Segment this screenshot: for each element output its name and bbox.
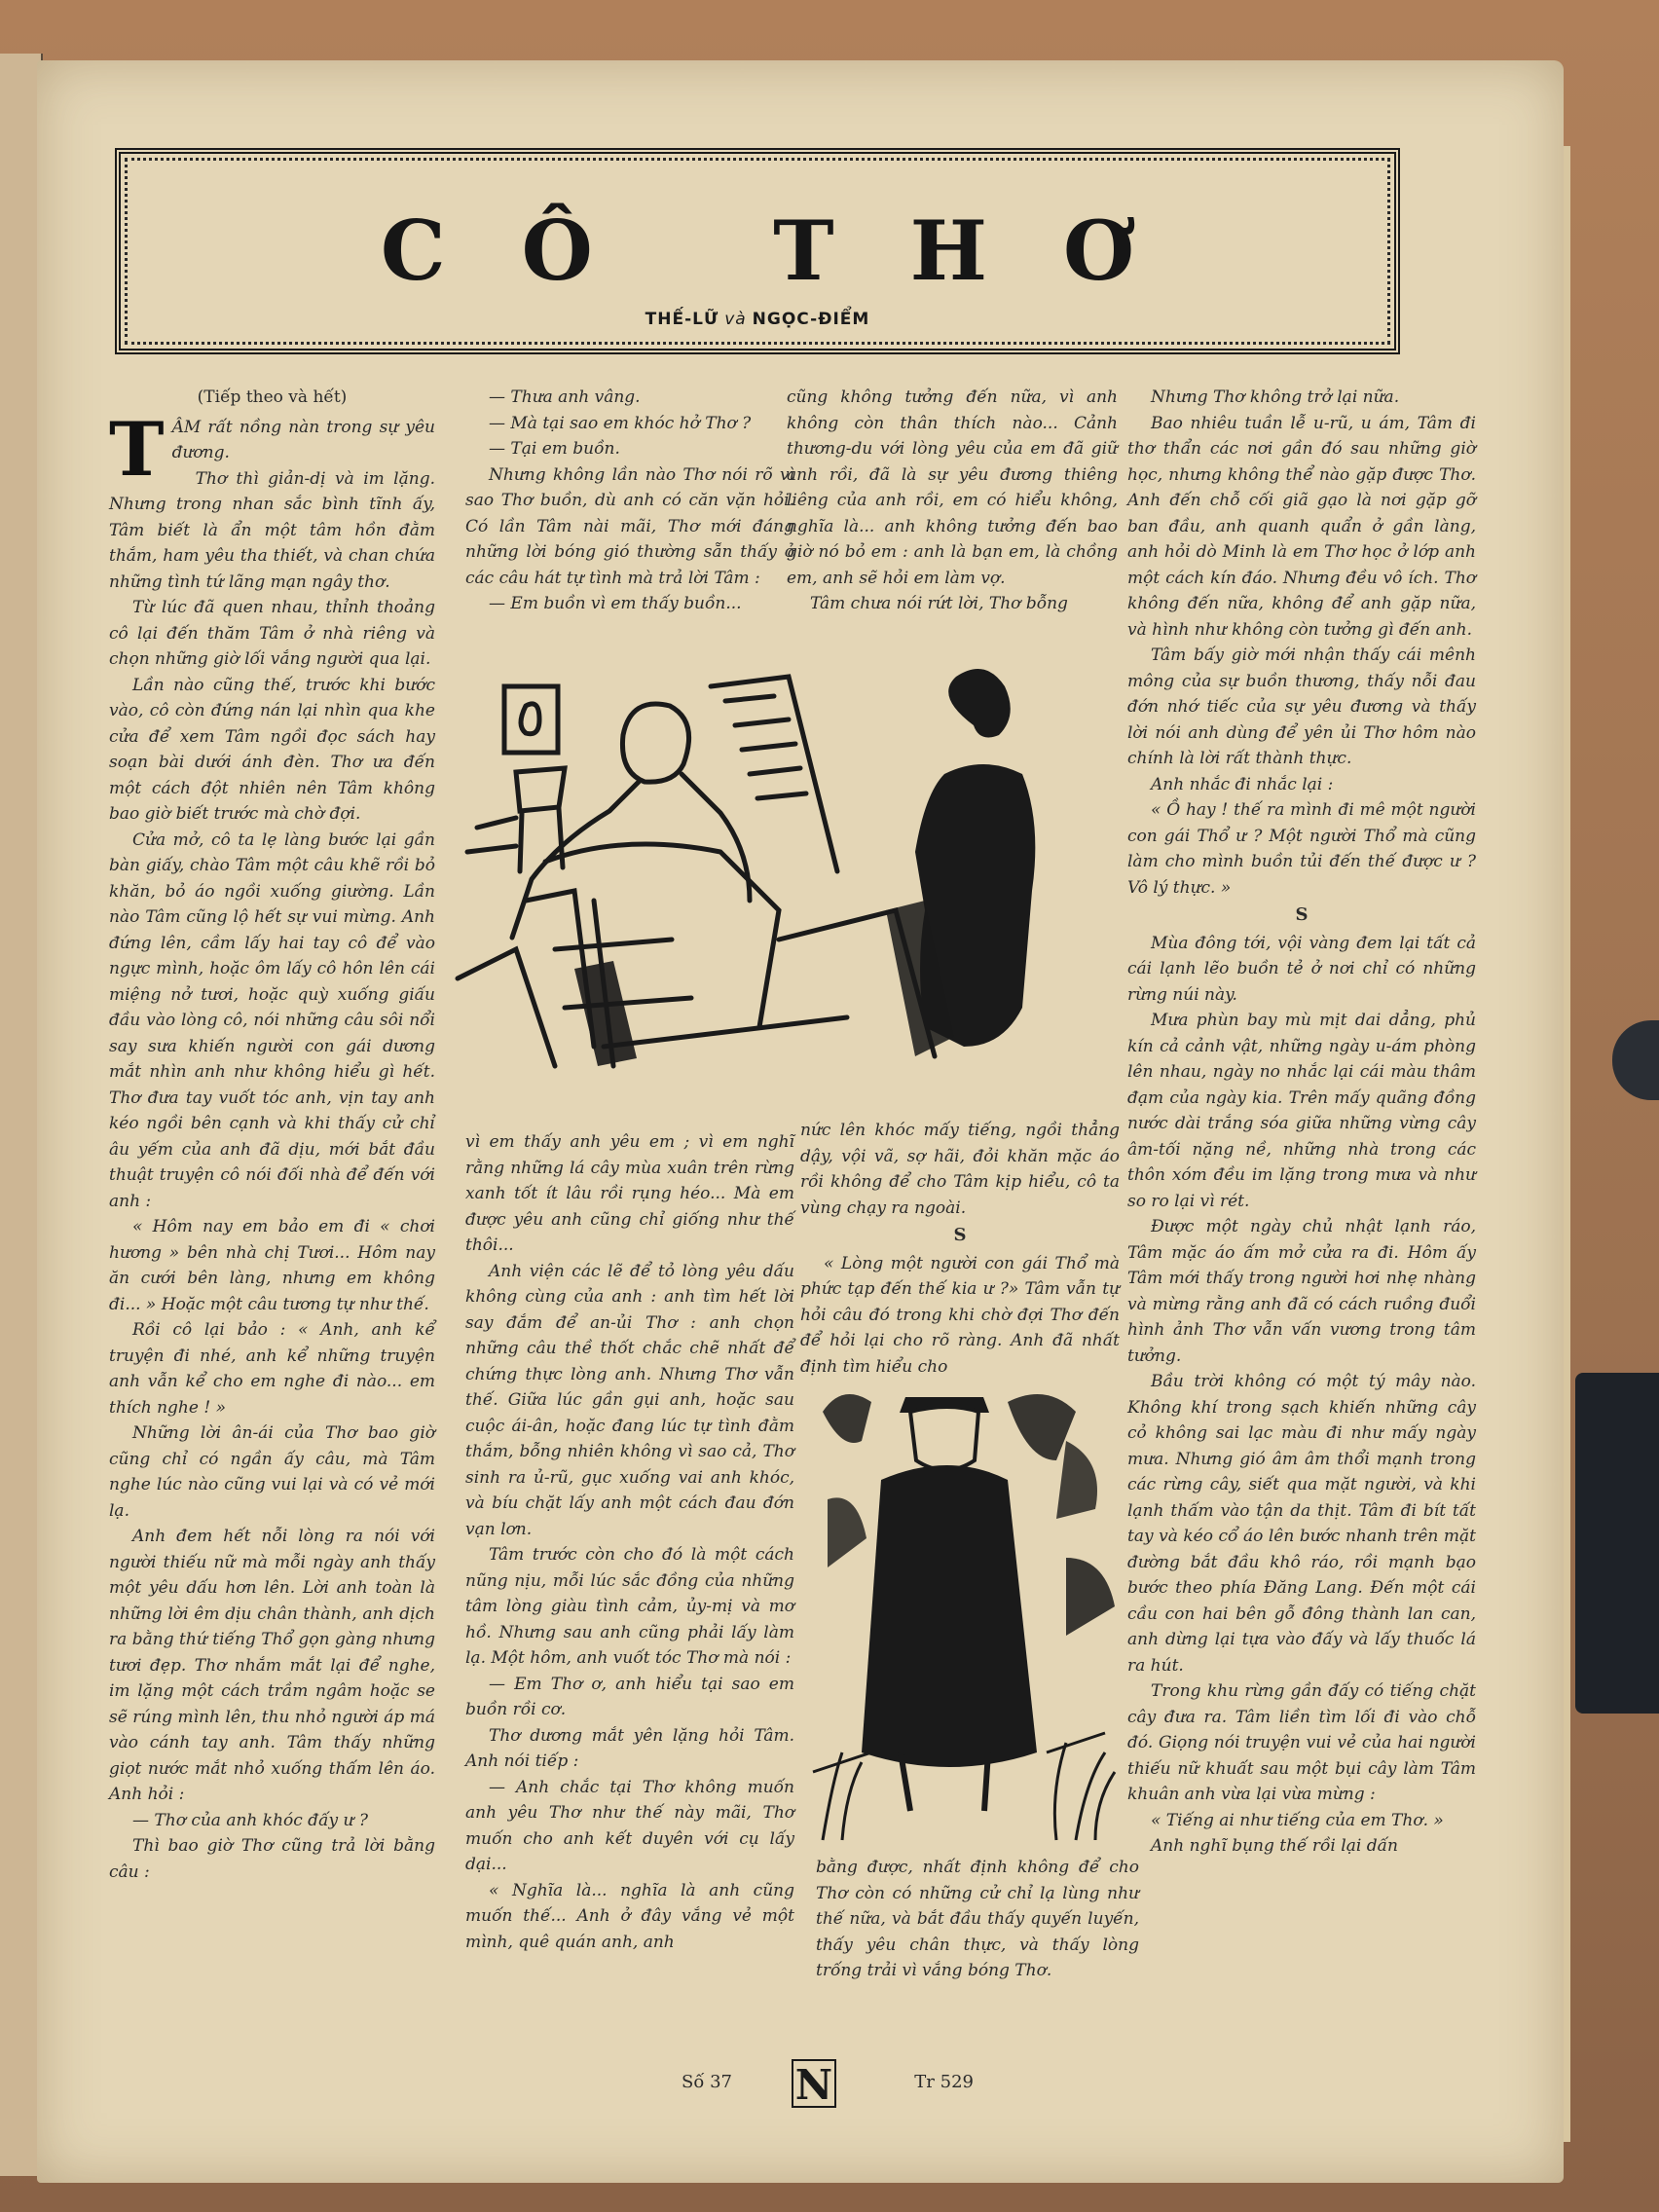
page-footer [682, 2058, 974, 2117]
paragraph: Anh nghĩ bụng thế rồi lại dấn [1151, 1836, 1398, 1856]
logo-letter: N [794, 2061, 833, 2109]
continuation-note: (Tiếp theo và hết) [197, 387, 348, 407]
paragraph: « Lòng một người con gái Thổ mà phức tạp đến thế kia ư ?» Tâm vẫn tự hỏi câu đó trong khi chờ đợi Thơ đến để hỏi lại cho rõ ràng. Anh đã nhất định tìm hiểu cho [800, 1253, 1120, 1377]
paragraph: Anh viện các lẽ để tỏ lòng yêu dấu không cùng của anh : anh tìm hết lời say đắm để an-ủi Thơ : anh chọn những câu thề thốt chắc chẽ nhất để chứng thực lòng anh. Nhưng Thơ vẫn thế. Giữa lúc gần gụi anh, hoặc sau cuộc ái-ân, hoặc đang lúc tự tình đằm thắm, bỗng nhiên không vì sao cả, Thơ sinh ra ủ-rũ, gục xuống vai anh khóc, và bíu chặt lấy anh một cách đau đớn vạn lơn. [465, 1261, 794, 1539]
paragraph: — Mà tại sao em khóc hở Thơ ? [489, 413, 752, 433]
paragraph: « Hôm nay em bảo em đi « chơi hương » bên nhà chị Tươi... Hôm nay ăn cưới bên làng, nhưng em không đi... » Hoặc một câu tương tự như thế. [109, 1217, 435, 1314]
wall-frame [504, 686, 558, 753]
paragraph: Tâm bấy giờ mới nhận thấy cái mênh mông của sự buồn thương, thấy nỗi đau đớn nhớ tiếc của sự yêu đương và thấy lời nói anh dùng để yên ủi Thơ hôm nào chính là lời rất thành thực. [1127, 645, 1476, 768]
article-title: CÔ THƠ [380, 203, 1211, 299]
paragraph: « Nghĩa là... nghĩa là anh cũng muốn thế... Anh ở đây vắng vẻ một mình, quê quán anh, anh [465, 1880, 794, 1952]
paragraph: Bầu trời không có một tý mây nào. Không khí trong sạch khiến những cây cỏ không sai lạc màu đi như mấy ngày mưa. Nhưng gió âm âm thổi mạnh trong các rừng cây, siết qua mặt người, và khi lạnh thấm vào tận da thịt. Tâm đi bít tất tay và kéo cổ áo lên bước nhanh trên mặt đường bắt đầu khô ráo, rồi mạnh bạo bước theo phía Đăng Lang. Đến một cái cầu con hai bên gỗ đông thành lan can, anh dừng lại tựa vào đấy và lấy thuốc lá ra hút. [1127, 1372, 1476, 1676]
camera-body [1575, 1373, 1659, 1714]
paragraph: cũng không tưởng đến nữa, vì anh không còn thân thích nào... Cảnh thương-du với lòng yêu của em đã giữ anh rồi, đã là sự yêu đương thiêng liêng của anh rồi, em có hiểu không, nghĩa là... anh không tưởng đến bao giờ nó bỏ em : anh là bạn em, là chồng em, anh sẽ hỏi em làm vợ. [787, 387, 1118, 588]
paragraph: Được một ngày chủ nhật lạnh ráo, Tâm mặc áo ấm mở cửa ra đi. Hôm ấy Tâm mới thấy trong người hơi nhẹ nhàng và mừng rằng anh đã có cách ruồng đuổi hình ảnh Thơ vẫn vấn vương trong tâm tưởng. [1127, 1217, 1476, 1366]
paragraph: bằng được, nhất định không để cho Thơ còn có những cử chỉ lạ lùng như thế nữa, và bắt đầu thấy quyến luyến, thấy yêu chân thực, và thấy lòng trống trải vì vắng bóng Thơ. [816, 1858, 1139, 1980]
column-3-bottom [816, 1855, 1139, 2030]
byline-conjunction: và [724, 310, 747, 329]
paragraph: Cửa mở, cô ta lẹ làng bước lại gần bàn giấy, chào Tâm một câu khẽ rồi bỏ khăn, bỏ áo ngồi xuống giường. Lần nào Tâm cũng lộ hết sự vui mừng. Anh đứng lên, cầm lấy hai tay cô để vào ngực mình, hoặc ôm lấy cô hôn lên cái miệng nở tươi, hoặc quỳ xuống giấu đầu vào lòng cô, nói những câu sôi nổi say sưa khiến người con gái dương mắt nhìn anh như không hiểu gì hết. Thơ đưa tay vuốt tóc anh, vịn tay anh kéo ngồi bên cạnh và khi thấy cử chỉ âu yếm của anh đã dịu, mới bắt đầu thuật truyện cô nói đối nhà để đến với anh : [109, 830, 435, 1211]
article-byline [121, 310, 1394, 329]
column-4 [1127, 385, 1476, 2040]
paragraph: Tâm chưa nói rứt lời, Thơ bỗng [810, 594, 1068, 613]
illustration-woman [813, 1382, 1134, 1840]
paragraph: Bao nhiêu tuần lễ u-rũ, u ám, Tâm đi thơ thẩn các nơi gần đó sau những giờ học, nhưng không thể nào gặp được Thơ. Anh đến chỗ cối giã gạo là nơi gặp gỡ ban đầu, anh quanh quẩn ở gần làng, anh hỏi dò Minh là em Thơ học ở lớp anh một cách kín đáo. Nhưng đều vô ích. Thơ không đến nữa, không để anh gặp nữa, và hình như không còn tưởng gì đến anh. [1127, 413, 1476, 640]
paragraph: Anh đem hết nỗi lòng ra nói với người thiếu nữ mà mỗi ngày anh thấy một yêu dấu hơn lên. Lời anh toàn là những lời êm dịu chân thành, anh dịch ra bằng thứ tiếng Thổ gọn gàng nhưng tươi đẹp. Thơ nhắm mắt lại để nghe, im lặng một cách trầm ngâm hoặc se sẽ rúng mình lên, thu nhỏ người áp má vào cánh tay anh. Tâm thấy những giọt nước mắt nhỏ xuống thấm lên áo. Anh hỏi : [109, 1527, 435, 1804]
author-1: THẾ-LỮ [645, 310, 719, 329]
title-frame [115, 148, 1400, 354]
paragraph: « Ồ hay ! thế ra mình đi mê một người con gái Thổ ư ? Một người Thổ mà cũng làm cho mình buồn tủi đến thế được ư ? Vô lý thực. » [1127, 800, 1476, 898]
paragraph: Thì bao giờ Thơ cũng trả lời bằng câu : [109, 1836, 435, 1882]
paragraph: — Em Thơ ơ, anh hiểu tại sao em buồn rồi cơ. [465, 1674, 794, 1719]
paragraph: Nhưng không lần nào Thơ nói rõ vì sao Thơ buồn, dù anh có căn vặn hỏi. Có lần Tâm nài mãi, Thơ mới đáng những lời bóng gió thường sẵn thấy ở các câu hát tự tình mà trả lời Tâm : [465, 464, 794, 588]
paragraph: Mùa đông tới, vội vàng đem lại tất cả cái lạnh lẽo buồn tẻ ở nơi chỉ có những rừng núi này. [1127, 933, 1476, 1005]
paragraph: Nhưng Thơ không trở lại nữa. [1151, 387, 1400, 407]
paragraph: Thơ thì giản-dị và im lặng. Nhưng trong nhan sắc bình tĩnh ấy, Tâm biết là ẩn một tâm hồn đằm thắm, ham yêu tha thiết, và chan chứa những tình tứ lãng mạn ngây thơ. [109, 468, 435, 592]
drop-cap: T [109, 405, 165, 493]
paragraph: Mưa phùn bay mù mịt dai dẳng, phủ kín cả cảnh vật, những ngày u-ám phòng lên nhau, ngày no nhắc lại cái màu thâm đạm của ngày kia. Trên mấy quãng đồng nước dài trắng sóa giữa những vừng cây âm-tối nặng nề, những nhà trong các thôn xóm đều im lặng trong mưa và như so ro lại vì rét. [1127, 1011, 1476, 1211]
column-1 [109, 385, 435, 2049]
paragraph: — Thưa anh vâng. [489, 387, 641, 407]
issue-number: Số 37 [682, 2072, 732, 2092]
section-separator: S [1295, 904, 1309, 925]
paragraph: « Tiếng ai như tiếng của em Thơ. » [1151, 1810, 1444, 1830]
page-number: Tr 529 [914, 2072, 974, 2092]
paragraph: Từ lúc đã quen nhau, thỉnh thoảng cô lại đến thăm Tâm ở nhà riêng và chọn những giờ lối vắng người qua lại. [109, 598, 435, 669]
paragraph: Thơ dương mắt yên lặng hỏi Tâm. Anh nói tiếp : [465, 1725, 794, 1771]
paragraph: — Thơ của anh khóc đấy ư ? [132, 1810, 368, 1830]
paragraph: Anh nhắc đi nhắc lại : [1151, 774, 1334, 794]
paragraph: Lần nào cũng thế, trước khi bước vào, cô còn đứng nán lại nhìn qua khe cửa để xem Tâm ngồi đọc sách hay soạn bài dưới ánh đèn. Thơ ưa đến một cách đột nhiên nên Tâm không bao giờ biết trước mà chờ đợi. [109, 675, 435, 824]
paragraph: — Em buồn vì em thấy buồn... [489, 594, 742, 613]
paragraph: Rồi cô lại bảo : « Anh, anh kể truyện đi nhé, anh kể những truyện anh vẫn kể cho em nghe đi nào... em thích nghe ! » [109, 1320, 435, 1418]
column-3-top [787, 385, 1118, 633]
paragraph: vì em thấy anh yêu em ; vì em nghĩ rằng những lá cây mùa xuân trên rừng xanh tốt ít lâu rồi rụng héo... Mà em được yêu anh cũng chỉ giống như thế thôi... [465, 1132, 794, 1255]
paragraph: Trong khu rừng gần đấy có tiếng chặt cây đưa ra. Tâm liền tìm lối đi vào chỗ đó. Giọng nói truyện vui vẻ của hai người thiếu nữ khuất sau một bụi cây làm Tâm khuân anh vừa lại vừa mừng : [1127, 1681, 1476, 1804]
paragraph: ÂM rất nồng nàn trong sự yêu đương. [171, 417, 435, 462]
column-2-top [465, 385, 794, 633]
paragraph: — Tại em buồn. [489, 439, 620, 459]
magazine-logo-icon [791, 2058, 837, 2109]
column-3-middle [800, 1118, 1120, 1377]
paragraph: nức lên khóc mấy tiếng, ngồi thẳng dậy, vội vã, sợ hãi, đỏi khăn mặc áo rồi không để cho Tâm kịp hiểu, cô ta vùng chạy ra ngoài. [800, 1121, 1120, 1218]
paragraph: Tâm trước còn cho đó là một cách nũng nịu, mỗi lúc sắc đồng của những tâm lòng giàu tình cảm, ủy-mị và mơ hồ. Nhưng sau anh cũng phải lấy làm lạ. Một hôm, anh vuốt tóc Thơ mà nói : [465, 1545, 794, 1668]
section-separator: S [953, 1225, 967, 1245]
paragraph: — Anh chắc tại Thơ không muốn anh yêu Thơ như thế này mãi, Thơ muốn cho anh kết duyên với cụ lấy dại... [465, 1777, 794, 1874]
paragraph: Những lời ân-ái của Thơ bao giờ cũng chỉ có ngần ấy câu, mà Tâm nghe lúc nào cũng vui lại và có vẻ mới lạ. [109, 1423, 435, 1521]
column-2-bottom [465, 1129, 794, 2049]
illustration-couple [458, 657, 1100, 1100]
author-2: NGỌC-ĐIỂM [752, 310, 870, 329]
